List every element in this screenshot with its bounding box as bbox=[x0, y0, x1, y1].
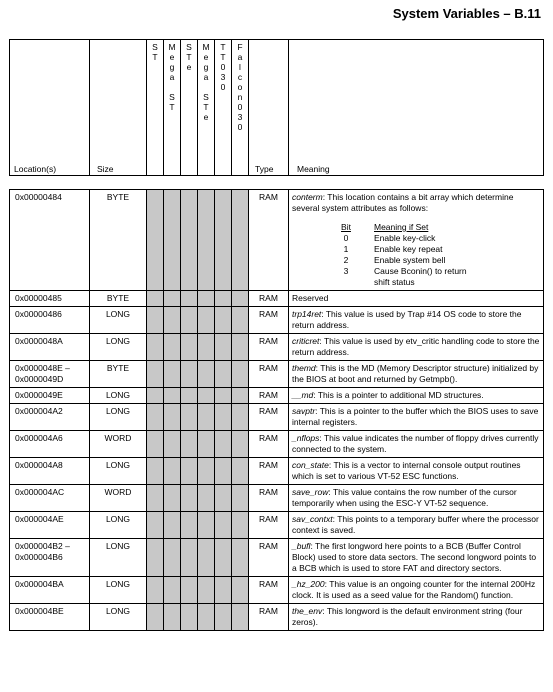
type-cell: RAM bbox=[249, 512, 289, 539]
type-cell: RAM bbox=[249, 307, 289, 334]
location-cell: 0x00000486 bbox=[10, 307, 90, 334]
type-cell: RAM bbox=[249, 604, 289, 631]
location-cell: 0x00000485 bbox=[10, 291, 90, 307]
meaning-cell: conterm: This location contains a bit array which determine several system attributes as follows: Bit Meaning if Set 0 Enable key-click 1 Enable key repeat 2 Enable system bell 3 Cause Bconin() to return shift status bbox=[289, 190, 544, 291]
location-cell: 0x0000048E – 0x0000049D bbox=[10, 361, 90, 388]
col-ste: S T e bbox=[181, 40, 198, 176]
location-cell: 0x0000049E bbox=[10, 388, 90, 404]
location-cell: 0x000004A6 bbox=[10, 431, 90, 458]
compat-cell bbox=[198, 577, 215, 604]
table-row bbox=[10, 431, 544, 458]
bit-row: 1 Enable key repeat bbox=[343, 244, 443, 254]
meaning-cell: themd: This is the MD (Memory Descriptor structure) initialized by the BIOS at boot and returned by Getmpb(). bbox=[289, 361, 544, 388]
compat-cell bbox=[181, 307, 198, 334]
table-row bbox=[10, 190, 544, 291]
type-cell: RAM bbox=[249, 458, 289, 485]
compat-cell bbox=[198, 431, 215, 458]
compat-cell bbox=[181, 388, 198, 404]
compat-cell bbox=[232, 604, 249, 631]
compat-cell bbox=[181, 577, 198, 604]
compat-cell bbox=[147, 512, 164, 539]
bit-row: 0 Enable key-click bbox=[343, 233, 436, 243]
col-falcon030: F a l c o n 0 3 0 bbox=[232, 40, 249, 176]
type-cell: RAM bbox=[249, 404, 289, 431]
meaning-cell: trp14ret: This value is used by Trap #14 OS code to store the return address. bbox=[289, 307, 544, 334]
meaning-cell: Reserved bbox=[289, 291, 544, 307]
size-cell: LONG bbox=[90, 388, 147, 404]
type-cell: RAM bbox=[249, 190, 289, 291]
compat-cell bbox=[147, 291, 164, 307]
meaning-cell: savptr: This is a pointer to the buffer which the BIOS uses to save internal registers. bbox=[289, 404, 544, 431]
conterm-bits-table: Bit Meaning if Set 0 Enable key-click 1 Enable key repeat 2 Enable system bell 3 Cause Bconin() to return shift status bbox=[322, 222, 483, 288]
location-cell: 0x000004AE bbox=[10, 512, 90, 539]
meaning-cell: sav_contxt: This points to a temporary buffer where the processor context is saved. bbox=[289, 512, 544, 539]
meaning-cell: save_row: This value contains the row number of the cursor temporarily when using the ESC-Y VT-52 sequence. bbox=[289, 485, 544, 512]
compat-cell bbox=[164, 361, 181, 388]
compat-cell bbox=[147, 485, 164, 512]
location-cell: 0x00000484 bbox=[10, 190, 90, 291]
compat-cell bbox=[232, 577, 249, 604]
compat-cell bbox=[164, 334, 181, 361]
compat-cell bbox=[164, 539, 181, 577]
compat-cell bbox=[181, 334, 198, 361]
compat-cell bbox=[164, 604, 181, 631]
compat-cell bbox=[164, 431, 181, 458]
table-row bbox=[10, 388, 544, 404]
size-cell: LONG bbox=[90, 512, 147, 539]
compat-cell bbox=[181, 485, 198, 512]
variable-name: __md bbox=[292, 390, 314, 400]
compat-cell bbox=[215, 334, 232, 361]
type-cell: RAM bbox=[249, 577, 289, 604]
variables-table bbox=[9, 189, 544, 631]
location-cell: 0x000004A8 bbox=[10, 458, 90, 485]
compat-cell bbox=[164, 404, 181, 431]
compat-cell bbox=[198, 334, 215, 361]
compat-cell bbox=[181, 190, 198, 291]
compat-cell bbox=[215, 577, 232, 604]
compat-cell bbox=[147, 334, 164, 361]
col-meaning: Meaning bbox=[289, 40, 544, 176]
compat-cell bbox=[164, 190, 181, 291]
compat-cell bbox=[198, 458, 215, 485]
size-cell: LONG bbox=[90, 458, 147, 485]
table-row bbox=[10, 361, 544, 388]
variable-name: the_env bbox=[292, 606, 323, 616]
compat-cell bbox=[164, 388, 181, 404]
compat-cell bbox=[147, 458, 164, 485]
size-cell: WORD bbox=[90, 485, 147, 512]
table-row bbox=[10, 539, 544, 577]
compat-cell bbox=[215, 458, 232, 485]
compat-cell bbox=[147, 431, 164, 458]
compat-cell bbox=[232, 539, 249, 577]
compat-cell bbox=[215, 388, 232, 404]
compat-cell bbox=[164, 577, 181, 604]
header-table bbox=[9, 39, 544, 176]
type-cell: RAM bbox=[249, 485, 289, 512]
size-cell: LONG bbox=[90, 604, 147, 631]
compat-cell bbox=[232, 307, 249, 334]
table-row bbox=[10, 334, 544, 361]
compat-cell bbox=[147, 361, 164, 388]
compat-cell bbox=[198, 388, 215, 404]
compat-cell bbox=[232, 404, 249, 431]
compat-cell bbox=[215, 485, 232, 512]
compat-cell bbox=[215, 539, 232, 577]
compat-cell bbox=[198, 604, 215, 631]
table-row bbox=[10, 404, 544, 431]
col-mega-st: M e g a S T bbox=[164, 40, 181, 176]
compat-cell bbox=[215, 512, 232, 539]
table-row bbox=[10, 577, 544, 604]
type-cell: RAM bbox=[249, 431, 289, 458]
compat-cell bbox=[215, 361, 232, 388]
col-st: S T bbox=[147, 40, 164, 176]
compat-cell bbox=[232, 512, 249, 539]
compat-cell bbox=[181, 512, 198, 539]
compat-cell bbox=[181, 361, 198, 388]
meaning-cell: the_env: This longword is the default environment string (four zeros). bbox=[289, 604, 544, 631]
compat-cell bbox=[147, 388, 164, 404]
variable-name: _nflops bbox=[292, 433, 320, 443]
compat-cell bbox=[147, 539, 164, 577]
table-row bbox=[10, 307, 544, 334]
type-cell: RAM bbox=[249, 539, 289, 577]
variable-name: themd bbox=[292, 363, 316, 373]
compat-cell bbox=[147, 307, 164, 334]
variable-name: conterm bbox=[292, 192, 323, 202]
compat-cell bbox=[215, 307, 232, 334]
compat-cell bbox=[198, 539, 215, 577]
compat-cell bbox=[198, 361, 215, 388]
variable-name: savptr bbox=[292, 406, 316, 416]
compat-cell bbox=[215, 190, 232, 291]
compat-cell bbox=[164, 485, 181, 512]
meaning-cell: criticret: This value is used by etv_critic handling code to store the return address. bbox=[289, 334, 544, 361]
compat-cell bbox=[232, 291, 249, 307]
size-cell: LONG bbox=[90, 577, 147, 604]
col-tt030: T T 0 3 0 bbox=[215, 40, 232, 176]
variable-name: sav_contxt bbox=[292, 514, 333, 524]
size-cell: LONG bbox=[90, 404, 147, 431]
meaning-cell: _hz_200: This value is an ongoing counter for the internal 200Hz clock. It is used as a seed value for the Random() function. bbox=[289, 577, 544, 604]
location-cell: 0x0000048A bbox=[10, 334, 90, 361]
type-cell: RAM bbox=[249, 334, 289, 361]
size-cell: BYTE bbox=[90, 190, 147, 291]
table-row bbox=[10, 604, 544, 631]
compat-cell bbox=[164, 512, 181, 539]
compat-cell bbox=[232, 361, 249, 388]
compat-cell bbox=[181, 604, 198, 631]
compat-cell bbox=[147, 404, 164, 431]
variable-name: con_state bbox=[292, 460, 329, 470]
compat-cell bbox=[232, 334, 249, 361]
type-cell: RAM bbox=[249, 388, 289, 404]
table-row bbox=[10, 291, 544, 307]
compat-cell bbox=[147, 604, 164, 631]
meaning-cell: _bufl: The first longword here points to a BCB (Buffer Control Block) used to store data sectors. The second longword points to a BCB which is used to store FAT and directory sectors. bbox=[289, 539, 544, 577]
location-cell: 0x000004B2 – 0x000004B6 bbox=[10, 539, 90, 577]
compat-cell bbox=[198, 307, 215, 334]
variable-name: criticret bbox=[292, 336, 320, 346]
compat-cell bbox=[147, 577, 164, 604]
compat-cell bbox=[232, 190, 249, 291]
compat-cell bbox=[232, 388, 249, 404]
type-cell: RAM bbox=[249, 291, 289, 307]
bit-row: 3 Cause Bconin() to return shift status bbox=[343, 266, 467, 287]
location-cell: 0x000004A2 bbox=[10, 404, 90, 431]
compat-cell bbox=[215, 431, 232, 458]
meaning-cell: __md: This is a pointer to additional MD structures. bbox=[289, 388, 544, 404]
variable-name: _bufl bbox=[292, 541, 311, 551]
compat-cell bbox=[181, 291, 198, 307]
variable-name: _hz_200 bbox=[292, 579, 325, 589]
compat-cell bbox=[164, 307, 181, 334]
compat-cell bbox=[215, 604, 232, 631]
location-cell: 0x000004BA bbox=[10, 577, 90, 604]
meaning-cell: con_state: This is a vector to internal console output routines which is set to various VT-52 ESC functions. bbox=[289, 458, 544, 485]
col-type: Type bbox=[249, 40, 289, 176]
col-size: Size bbox=[90, 40, 147, 176]
type-cell: RAM bbox=[249, 361, 289, 388]
compat-cell bbox=[198, 291, 215, 307]
table-row bbox=[10, 512, 544, 539]
location-cell: 0x000004BE bbox=[10, 604, 90, 631]
compat-cell bbox=[215, 291, 232, 307]
location-cell: 0x000004AC bbox=[10, 485, 90, 512]
size-cell: WORD bbox=[90, 431, 147, 458]
table-row bbox=[10, 458, 544, 485]
compat-cell bbox=[232, 485, 249, 512]
compat-cell bbox=[232, 431, 249, 458]
compat-cell bbox=[198, 485, 215, 512]
compat-cell bbox=[215, 404, 232, 431]
meaning-cell: _nflops: This value indicates the number of floppy drives currently connected to the system. bbox=[289, 431, 544, 458]
variable-name: trp14ret bbox=[292, 309, 322, 319]
compat-cell bbox=[198, 190, 215, 291]
size-cell: LONG bbox=[90, 307, 147, 334]
size-cell: LONG bbox=[90, 539, 147, 577]
size-cell: LONG bbox=[90, 334, 147, 361]
bit-row: 2 Enable system bell bbox=[343, 255, 446, 265]
compat-cell bbox=[181, 539, 198, 577]
col-location: Location(s) bbox=[10, 40, 90, 176]
compat-cell bbox=[181, 458, 198, 485]
compat-cell bbox=[198, 404, 215, 431]
compat-cell bbox=[232, 458, 249, 485]
compat-cell bbox=[147, 190, 164, 291]
table-row bbox=[10, 485, 544, 512]
compat-cell bbox=[181, 431, 198, 458]
size-cell: BYTE bbox=[90, 361, 147, 388]
compat-cell bbox=[198, 512, 215, 539]
size-cell: BYTE bbox=[90, 291, 147, 307]
col-mega-ste: M e g a S T e bbox=[198, 40, 215, 176]
compat-cell bbox=[164, 458, 181, 485]
variable-name: save_row bbox=[292, 487, 329, 497]
page-title: System Variables – B.11 bbox=[392, 6, 541, 21]
compat-cell bbox=[164, 291, 181, 307]
compat-cell bbox=[181, 404, 198, 431]
